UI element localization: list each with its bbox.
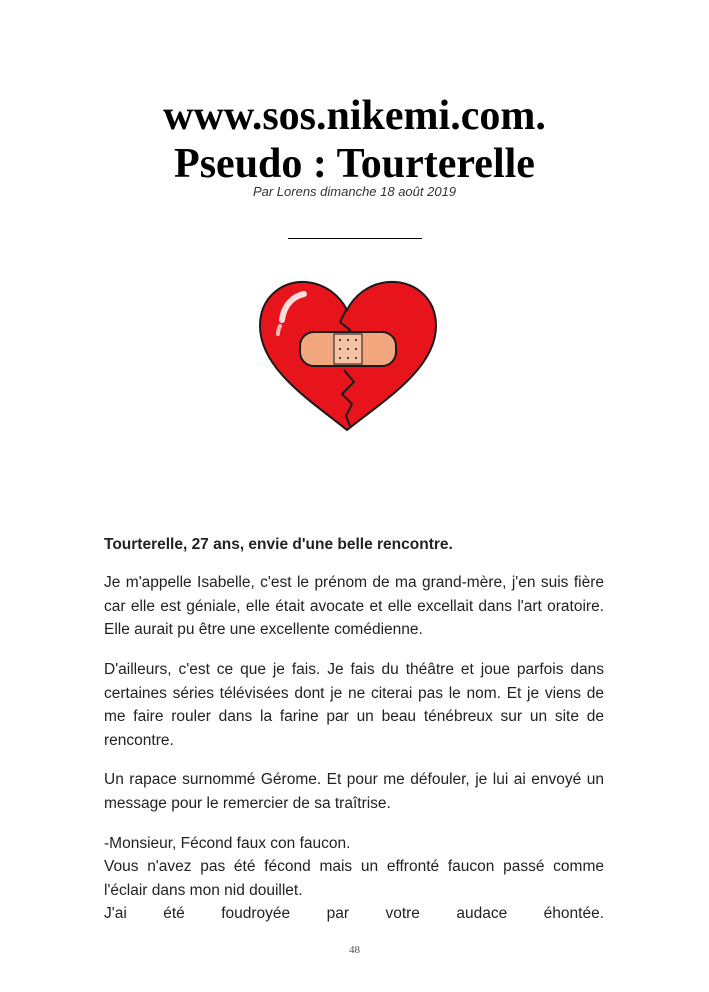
title-divider bbox=[288, 238, 422, 239]
letter-line: J'ai été foudroyée par votre audace éhontée. bbox=[104, 905, 604, 922]
page-number: 48 bbox=[349, 944, 360, 956]
article-paragraph: D'ailleurs, c'est ce que je fais. Je fais du théâtre et joue parfois dans certaines séries télévisées dont je ne citerai pas le nom. Et je viens de me faire rouler dans la farine par un beau ténébreux sur un site de rencontre. bbox=[104, 661, 604, 749]
letter-line: Vous n'avez pas été fécond mais un effronté faucon passé comme l'éclair dans mon nid douillet. bbox=[104, 858, 604, 899]
byline: Par Lorens dimanche 18 août 2019 bbox=[252, 184, 457, 199]
article-intro: Tourterelle, 27 ans, envie d'une belle rencontre. bbox=[104, 536, 453, 553]
article-paragraph: Un rapace surnommé Gérome. Et pour me défouler, je lui ai envoyé un message pour le remercier de sa traîtrise. bbox=[104, 771, 604, 812]
page-title-line1: www.sos.nikemi.com. bbox=[163, 93, 546, 139]
page-title-line2: Pseudo : Tourterelle bbox=[174, 141, 535, 187]
bandaged-broken-heart-icon bbox=[254, 278, 440, 434]
letter-salutation: -Monsieur, Fécond faux con faucon. bbox=[104, 835, 351, 852]
article-paragraph: Je m'appelle Isabelle, c'est le prénom de ma grand-mère, j'en suis fière car elle est géniale, elle était avocate et elle excellait dans l'art oratoire. Elle aurait pu être une excellente comédienne. bbox=[104, 574, 604, 638]
